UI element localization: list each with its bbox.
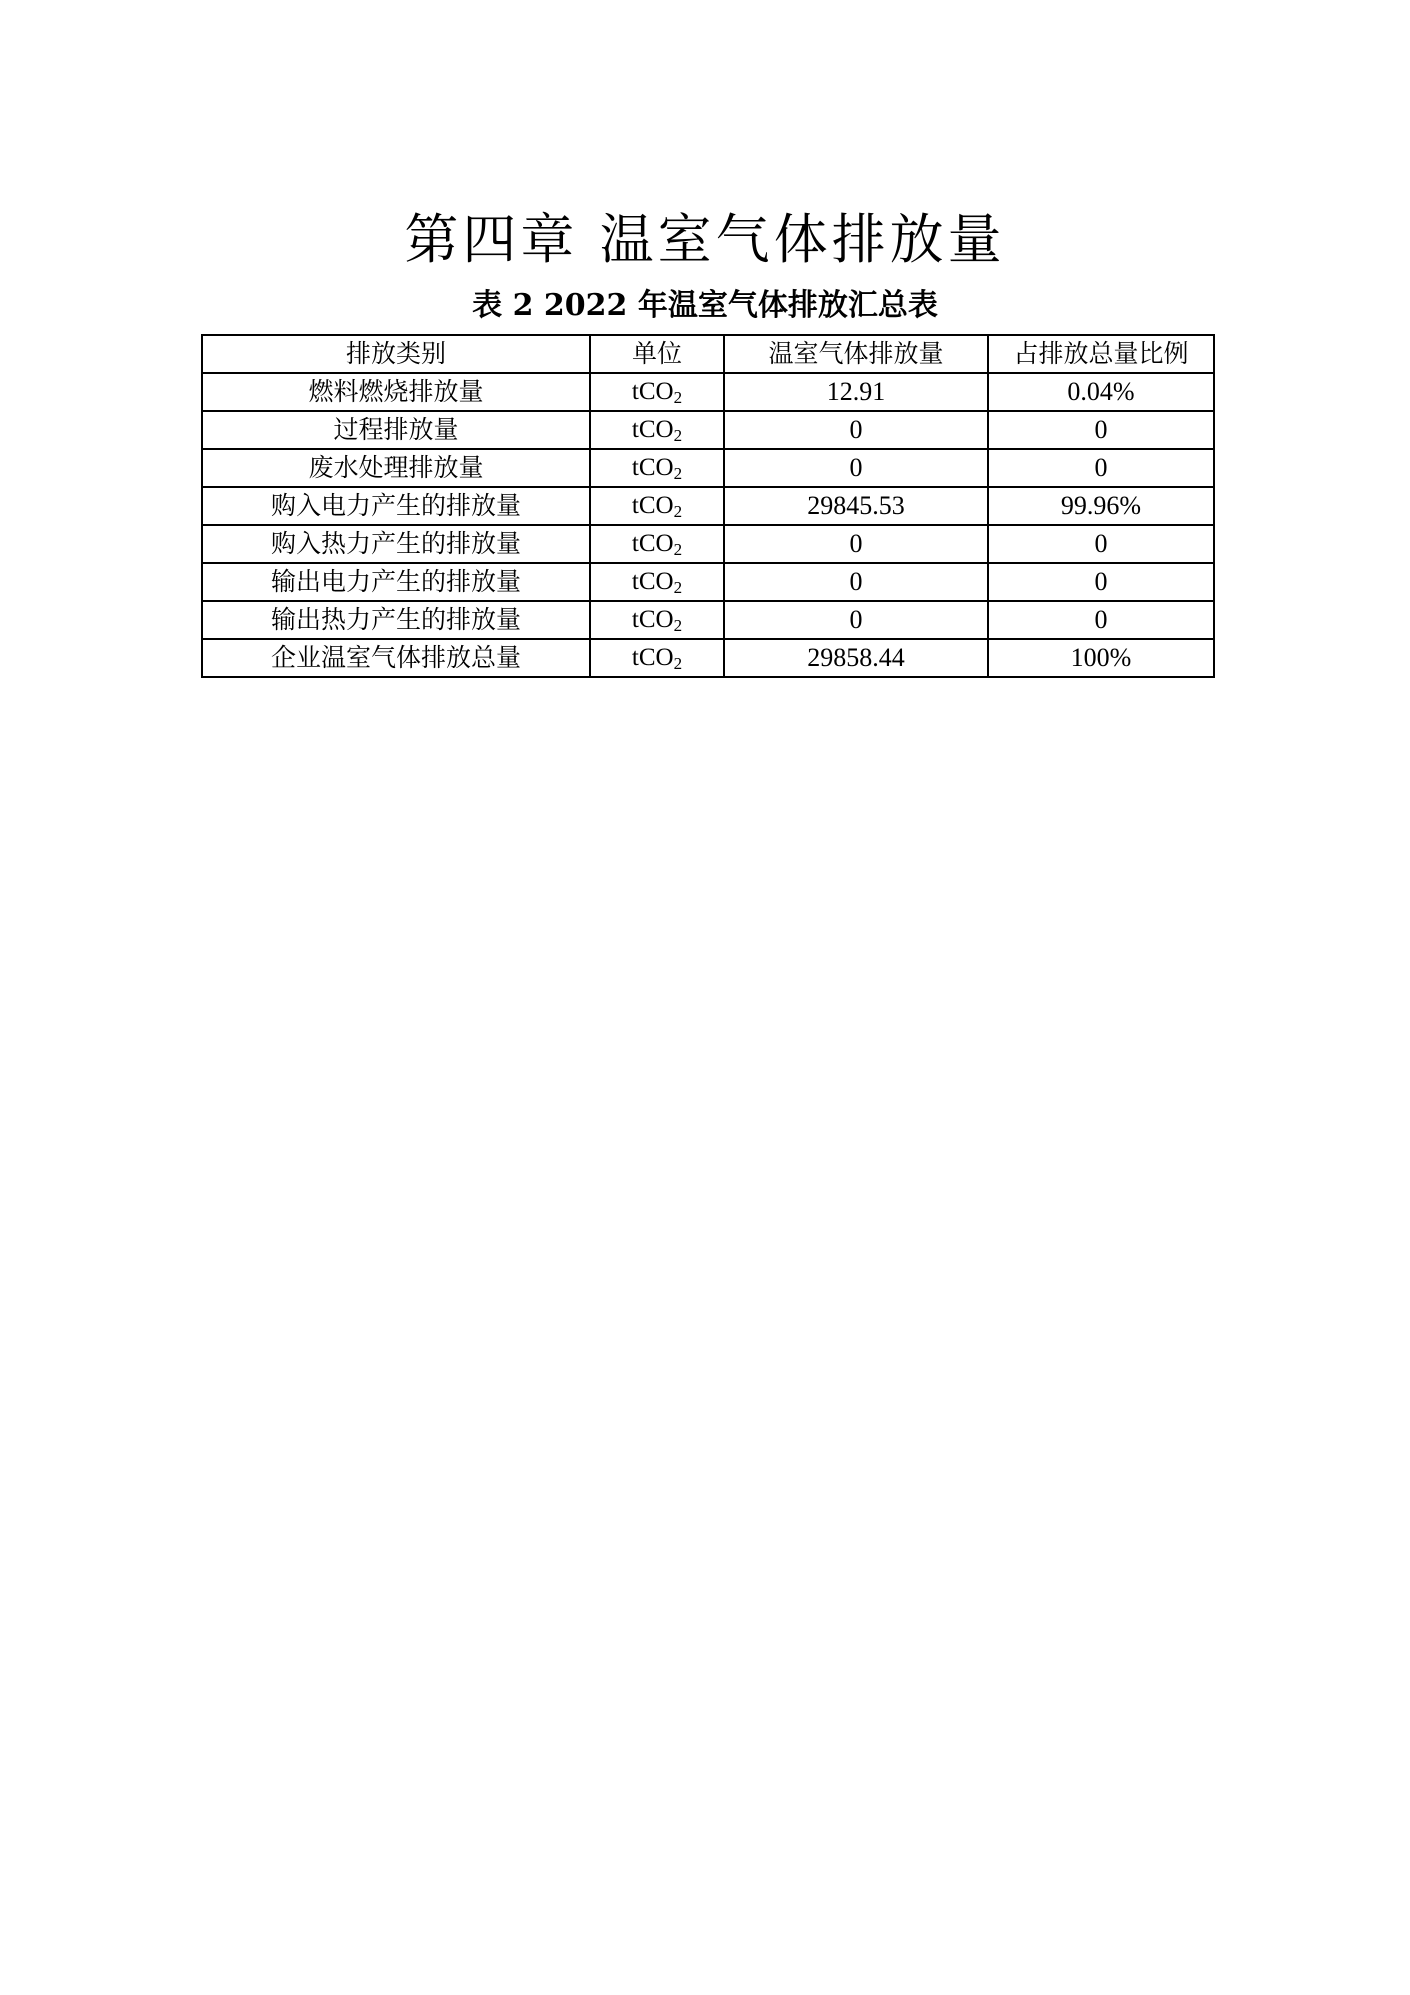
unit-base: tCO bbox=[631, 568, 674, 595]
row-unit bbox=[590, 411, 724, 449]
row-amount: 0 bbox=[724, 601, 988, 639]
row-unit bbox=[590, 373, 724, 411]
unit-base: tCO bbox=[631, 378, 674, 405]
unit-subscript: 2 bbox=[673, 540, 683, 559]
row-amount: 0 bbox=[724, 563, 988, 601]
emissions-summary-table bbox=[201, 334, 1215, 678]
unit-subscript: 2 bbox=[673, 502, 683, 521]
row-share: 0 bbox=[988, 601, 1214, 639]
row-amount: 29858.44 bbox=[724, 639, 988, 677]
table-caption: 表 2 2022 年温室气体排放汇总表 bbox=[472, 288, 938, 323]
row-amount: 29845.53 bbox=[724, 487, 988, 525]
row-category: 燃料燃烧排放量 bbox=[202, 373, 590, 411]
table-row bbox=[202, 601, 1214, 639]
row-category: 输出电力产生的排放量 bbox=[202, 563, 590, 601]
unit-base: tCO bbox=[631, 606, 674, 633]
table-row bbox=[202, 525, 1214, 563]
unit-subscript: 2 bbox=[673, 616, 683, 635]
row-share: 0 bbox=[988, 525, 1214, 563]
row-amount: 0 bbox=[724, 449, 988, 487]
table-row bbox=[202, 373, 1214, 411]
row-category: 购入电力产生的排放量 bbox=[202, 487, 590, 525]
table-row bbox=[202, 411, 1214, 449]
unit-subscript: 2 bbox=[673, 426, 683, 445]
row-unit bbox=[590, 449, 724, 487]
row-unit bbox=[590, 639, 724, 677]
row-amount: 0 bbox=[724, 525, 988, 563]
header-unit: 单位 bbox=[590, 335, 724, 373]
table-row bbox=[202, 487, 1214, 525]
unit-subscript: 2 bbox=[673, 654, 683, 673]
chapter-title: 第四章 温室气体排放量 bbox=[404, 208, 1006, 272]
row-unit bbox=[590, 487, 724, 525]
row-share: 0 bbox=[988, 563, 1214, 601]
table-row bbox=[202, 563, 1214, 601]
header-share: 占排放总量比例 bbox=[988, 335, 1214, 373]
row-category: 企业温室气体排放总量 bbox=[202, 639, 590, 677]
unit-base: tCO bbox=[631, 492, 674, 519]
row-amount: 0 bbox=[724, 411, 988, 449]
table-row bbox=[202, 449, 1214, 487]
unit-subscript: 2 bbox=[673, 388, 683, 407]
unit-base: tCO bbox=[631, 454, 674, 481]
row-category: 过程排放量 bbox=[202, 411, 590, 449]
row-category: 输出热力产生的排放量 bbox=[202, 601, 590, 639]
unit-base: tCO bbox=[631, 644, 674, 671]
row-category: 购入热力产生的排放量 bbox=[202, 525, 590, 563]
row-share: 0 bbox=[988, 411, 1214, 449]
table-header-row bbox=[202, 335, 1214, 373]
row-unit bbox=[590, 563, 724, 601]
header-amount: 温室气体排放量 bbox=[724, 335, 988, 373]
row-share: 0.04% bbox=[988, 373, 1214, 411]
row-unit bbox=[590, 525, 724, 563]
unit-base: tCO bbox=[631, 416, 674, 443]
header-category: 排放类别 bbox=[202, 335, 590, 373]
row-category: 废水处理排放量 bbox=[202, 449, 590, 487]
unit-subscript: 2 bbox=[673, 578, 683, 597]
row-share: 0 bbox=[988, 449, 1214, 487]
table-row-total bbox=[202, 639, 1214, 677]
unit-subscript: 2 bbox=[673, 464, 683, 483]
row-unit bbox=[590, 601, 724, 639]
row-amount: 12.91 bbox=[724, 373, 988, 411]
row-share: 100% bbox=[988, 639, 1214, 677]
row-share: 99.96% bbox=[988, 487, 1214, 525]
unit-base: tCO bbox=[631, 530, 674, 557]
